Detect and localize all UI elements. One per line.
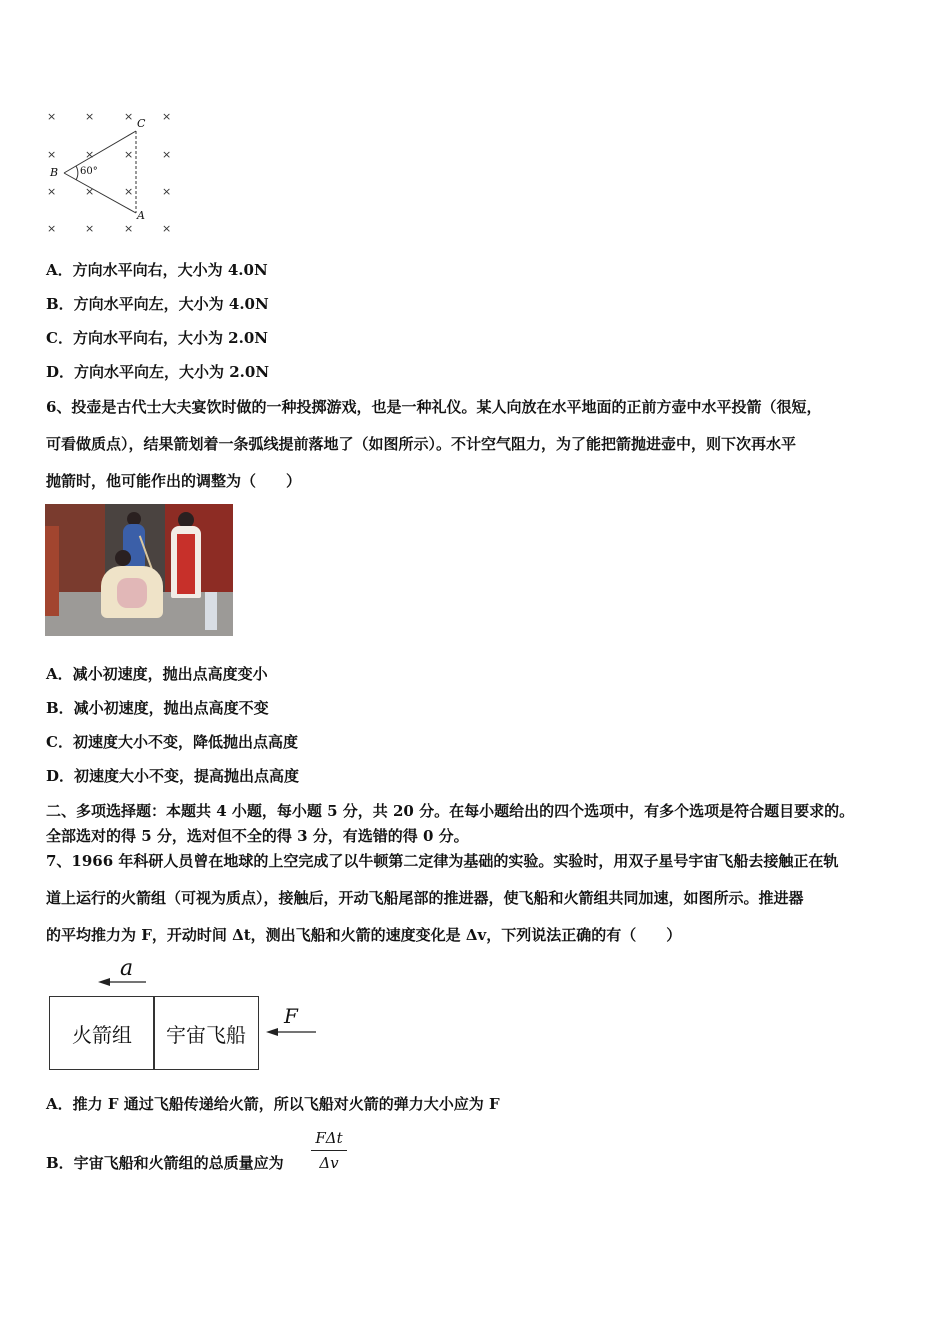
field-mark: × xyxy=(124,222,134,235)
q6-option-c: C．初速度大小不变，降低抛出点高度 xyxy=(46,733,298,751)
spaceship-box xyxy=(153,996,259,1070)
fraction-numerator: FΔt xyxy=(315,1129,343,1147)
q7-line-3: 的平均推力为 F，开动时间 Δt，测出飞船和火箭的速度变化是 Δv，下列说法正确的有（ ） xyxy=(46,926,682,944)
q5-option-c: C．方向水平向右，大小为 2.0N xyxy=(46,329,268,347)
section2-line-2: 全部选对的得 5 分，选对但不全的得 3 分，有选错的得 0 分。 xyxy=(46,827,469,845)
field-diagram xyxy=(40,105,180,240)
q7-line-2: 道上运行的火箭组（可视为质点），接触后，开动飞船尾部的推进器，使飞船和火箭组共同加速，如图所示。推进器 xyxy=(46,889,804,907)
label-c: C xyxy=(137,117,146,130)
label-a: A xyxy=(137,209,145,222)
fraction-denominator: Δv xyxy=(319,1154,339,1172)
force-label: F xyxy=(284,1004,298,1028)
accel-label: a xyxy=(120,956,134,981)
field-mark: × xyxy=(85,185,95,198)
rocket-box xyxy=(49,996,155,1070)
field-mark: × xyxy=(162,222,172,235)
q6-option-b: B．减小初速度，抛出点高度不变 xyxy=(46,699,269,717)
q6-line-1: 6、投壶是古代士大夫宴饮时做的一种投掷游戏，也是一种礼仪。某人向放在水平地面的正前方壶中水平投箭（很短， xyxy=(46,398,822,416)
field-mark: × xyxy=(47,222,57,235)
q5-option-a: A．方向水平向右，大小为 4.0N xyxy=(46,261,268,279)
mass-fraction xyxy=(311,1128,347,1173)
fraction-bar xyxy=(311,1150,347,1151)
q6-option-a: A．减小初速度，抛出点高度变小 xyxy=(46,665,268,683)
field-mark: × xyxy=(85,222,95,235)
touhu-photo xyxy=(45,504,233,636)
rocket-box-label: 火箭组 xyxy=(72,1022,132,1047)
q7-option-b: B．宇宙飞船和火箭组的总质量应为 xyxy=(46,1154,284,1172)
field-mark: × xyxy=(47,148,57,161)
triangle-lines xyxy=(40,105,180,240)
q5-option-d: D．方向水平向左，大小为 2.0N xyxy=(46,363,270,381)
field-mark: × xyxy=(162,110,172,123)
field-mark: × xyxy=(162,185,172,198)
label-b: B xyxy=(50,166,59,179)
field-mark: × xyxy=(47,110,57,123)
field-mark: × xyxy=(85,148,95,161)
field-mark: × xyxy=(124,185,134,198)
q6-option-d: D．初速度大小不变，提高抛出点高度 xyxy=(46,767,300,785)
spaceship-box-label: 宇宙飞船 xyxy=(166,1022,246,1047)
field-mark: × xyxy=(85,110,95,123)
q6-line-3: 抛箭时，他可能作出的调整为（ ） xyxy=(46,472,302,490)
q6-line-2: 可看做质点），结果箭划着一条弧线提前落地了（如图所示）。不计空气阻力，为了能把箭抛进壶中，则下次再水平 xyxy=(46,435,797,453)
field-mark: × xyxy=(124,148,134,161)
label-angle: 60° xyxy=(80,166,98,177)
q5-option-b: B．方向水平向左，大小为 4.0N xyxy=(46,295,269,313)
q7-line-1: 7、1966 年科研人员曾在地球的上空完成了以牛顿第二定律为基础的实验。实验时，用双子星号宇宙飞船去接触正在轨 xyxy=(46,852,839,870)
section2-line-1: 二、多项选择题：本题共 4 小题，每小题 5 分，共 20 分。在每小题给出的四个选项中，有多个选项是符合题目要求的。 xyxy=(46,802,855,820)
q7-option-a: A．推力 F 通过飞船传递给火箭，所以飞船对火箭的弹力大小应为 F xyxy=(46,1095,500,1113)
field-mark: × xyxy=(47,185,57,198)
field-mark: × xyxy=(162,148,172,161)
rocket-figure xyxy=(46,958,326,1076)
field-mark: × xyxy=(124,110,134,123)
